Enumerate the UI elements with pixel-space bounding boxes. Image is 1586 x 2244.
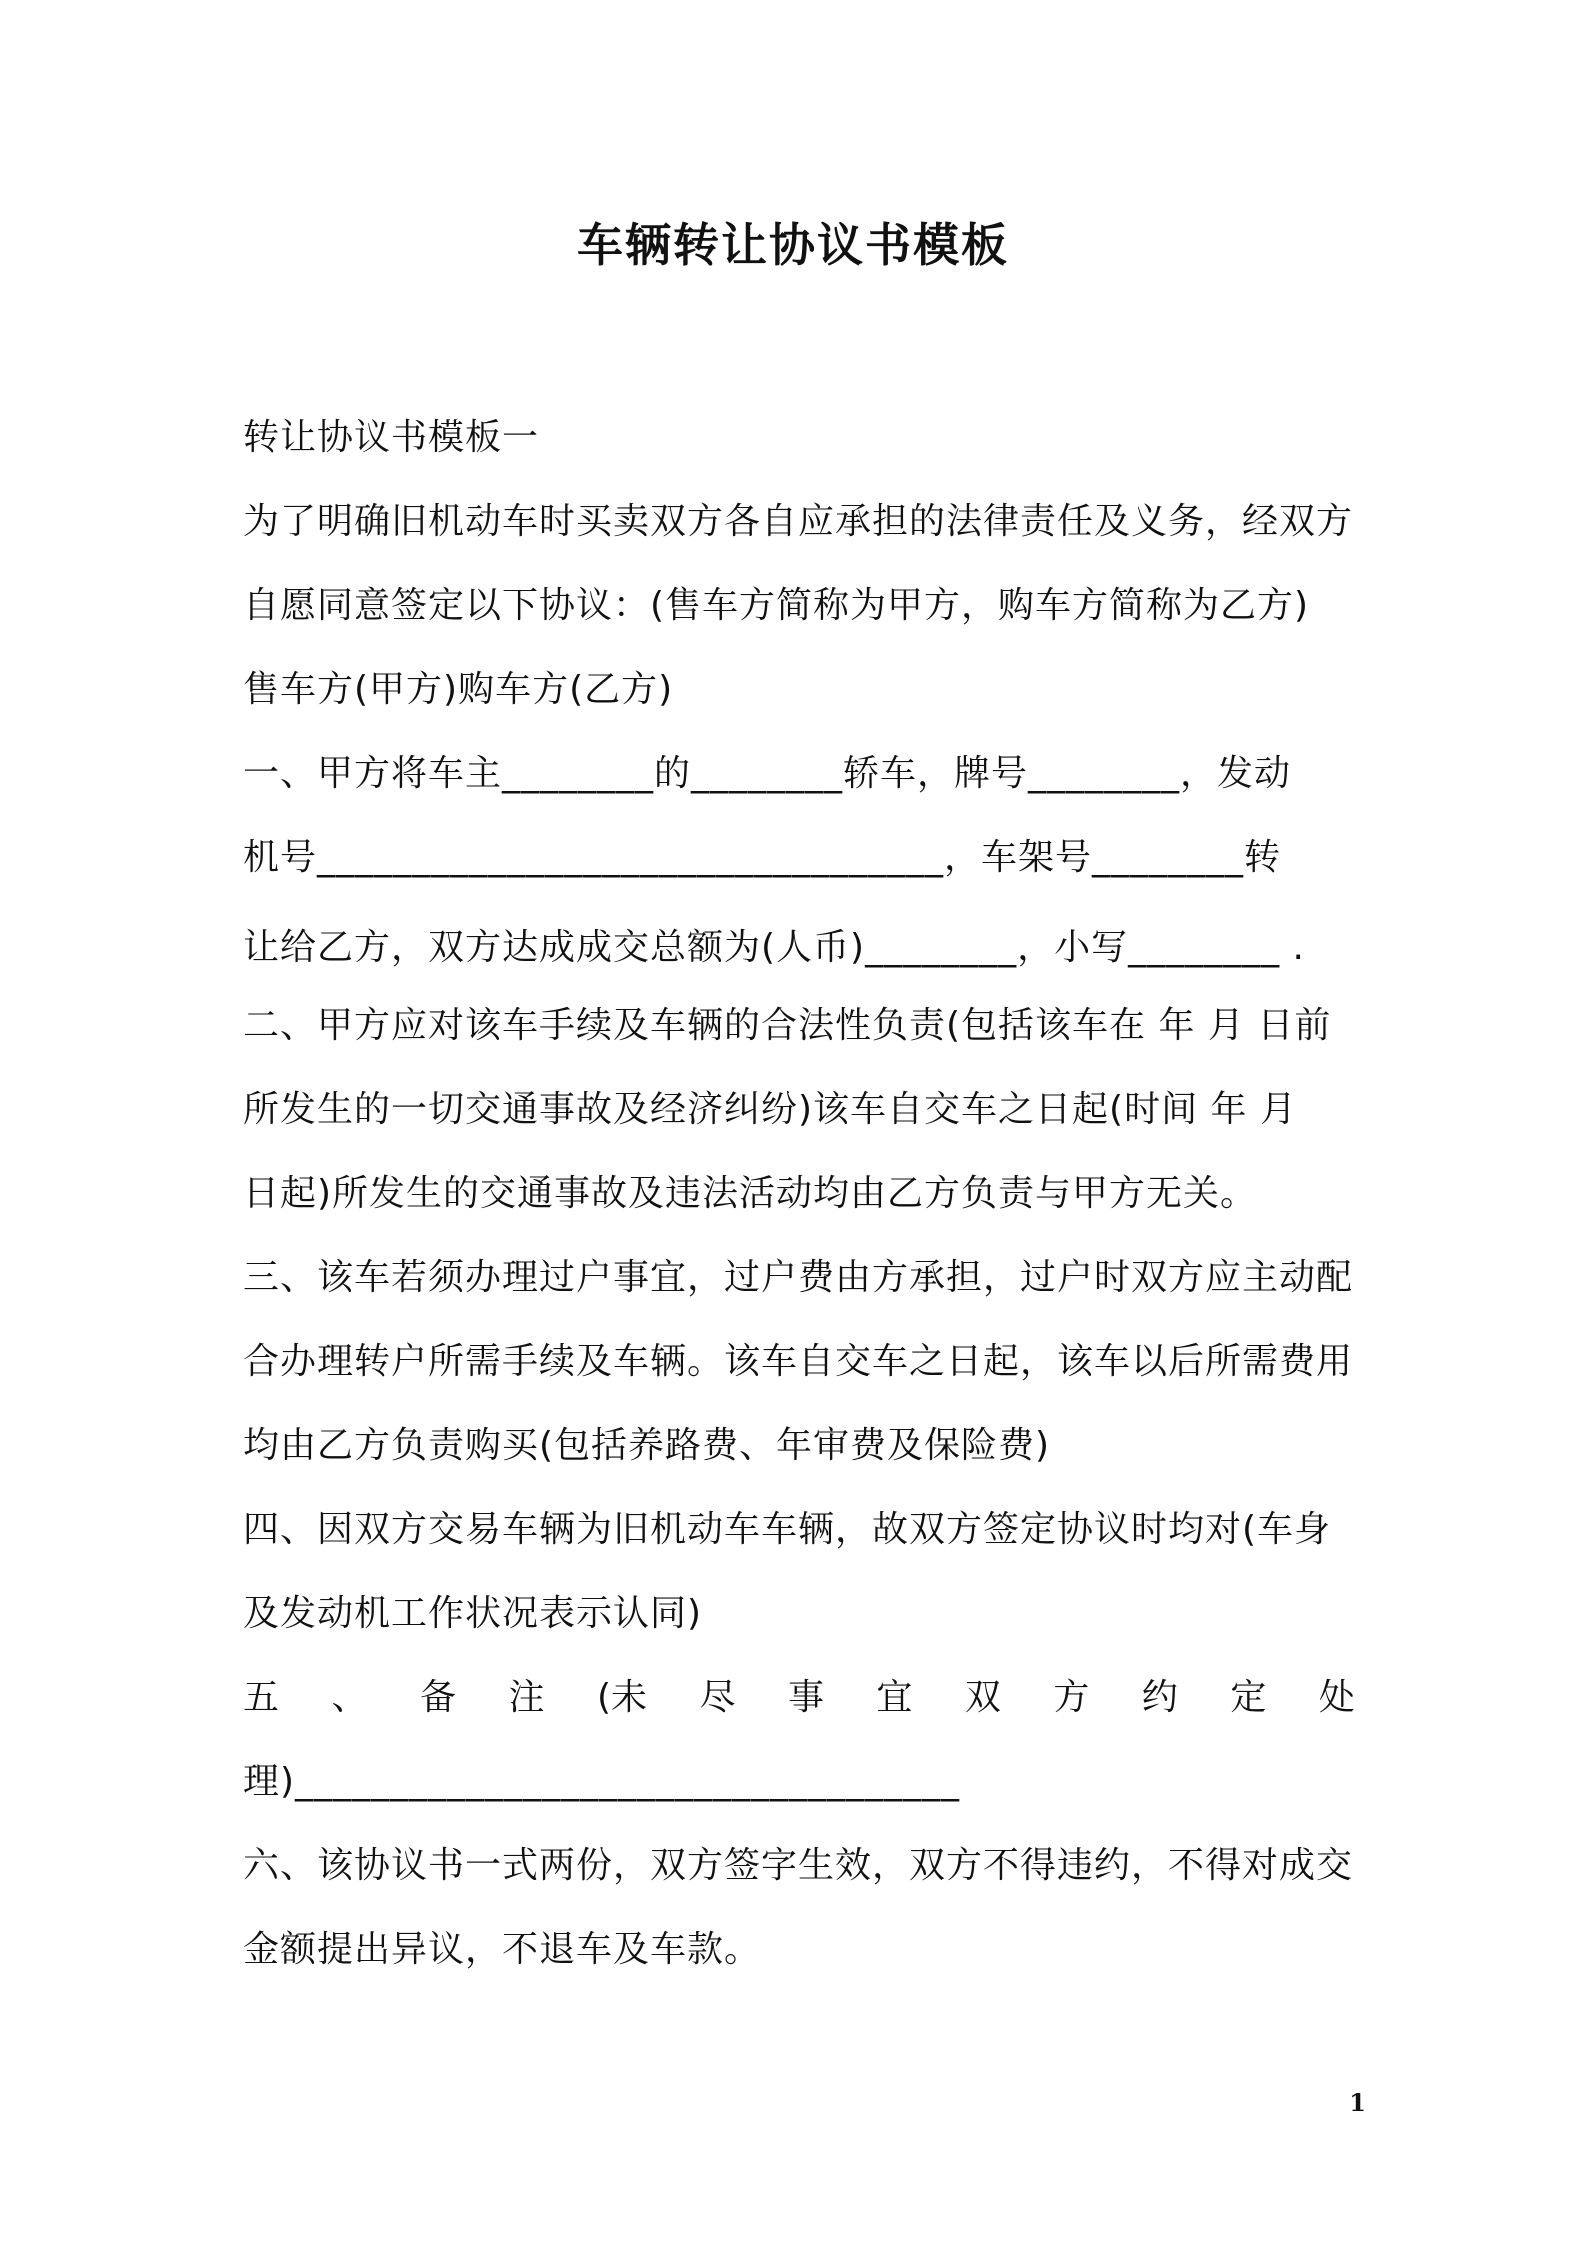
paragraph-line: 日起)所发生的交通事故及违法活动均由乙方负责与甲方无关。	[243, 1173, 1258, 1214]
item-five-char: 双	[964, 1677, 1001, 1718]
paragraph-line: 为了明确旧机动车时买卖双方各自应承担的法律责任及义务，经双方	[243, 501, 1354, 542]
item-five-char: 五	[243, 1677, 280, 1718]
item-five-char: 、	[331, 1677, 368, 1718]
page-number: 1	[1349, 2088, 1366, 2117]
item-five-char: 约	[1141, 1677, 1178, 1718]
paragraph-line: 均由乙方负责购买(包括养路费、年审费及保险费)	[243, 1425, 1051, 1466]
paragraph-line: 售车方(甲方)购车方(乙方)	[243, 669, 674, 710]
paragraph-line: 一、甲方将车主________的________轿车，牌号________，发动	[243, 753, 1292, 794]
item-five-char: (未	[596, 1677, 647, 1718]
paragraph-line: 六、该协议书一式两份，双方签字生效，双方不得违约，不得对成交	[243, 1845, 1354, 1886]
item-five-char: 尽	[699, 1677, 736, 1718]
paragraph-line: 金额提出异议，不退车及车款。	[243, 1929, 762, 1970]
item-five-char: 事	[787, 1677, 824, 1718]
item-five-line	[243, 1672, 1355, 1724]
paragraph-line: 所发生的一切交通事故及经济纠纷)该车自交车之日起(时间 年 月	[243, 1089, 1297, 1130]
item-five-char: 注	[508, 1677, 545, 1718]
paragraph-line: 三、该车若须办理过户事宜，过户费由方承担，过户时双方应主动配	[243, 1257, 1354, 1298]
item-five-continuation: 理)___________________________________	[243, 1761, 961, 1802]
item-five-char: 方	[1053, 1677, 1090, 1718]
paragraph-line: 及发动机工作状况表示认同)	[243, 1593, 703, 1634]
item-five-char: 处	[1318, 1677, 1355, 1718]
paragraph-line: 让给乙方，双方达成成交总额为(人币)________，小写________ .	[243, 927, 1305, 968]
paragraph-line: 二、甲方应对该车手续及车辆的合法性负责(包括该车在 年 月 日前	[243, 1005, 1332, 1046]
document-title: 车辆转让协议书模板	[577, 218, 1009, 272]
section-heading: 转让协议书模板一	[243, 417, 540, 458]
paragraph-line: 合办理转户所需手续及车辆。该车自交车之日起，该车以后所需费用	[243, 1341, 1354, 1382]
paragraph-line: 四、因双方交易车辆为旧机动车车辆，故双方签定协议时均对(车身	[243, 1509, 1332, 1550]
item-five-char: 定	[1230, 1677, 1267, 1718]
item-five-char: 宜	[876, 1677, 913, 1718]
paragraph-line: 机号_________________________________，车架号________转	[243, 837, 1282, 878]
item-five-char: 备	[419, 1677, 456, 1718]
paragraph-line: 自愿同意签定以下协议：(售车方简称为甲方，购车方简称为乙方)	[243, 585, 1310, 626]
